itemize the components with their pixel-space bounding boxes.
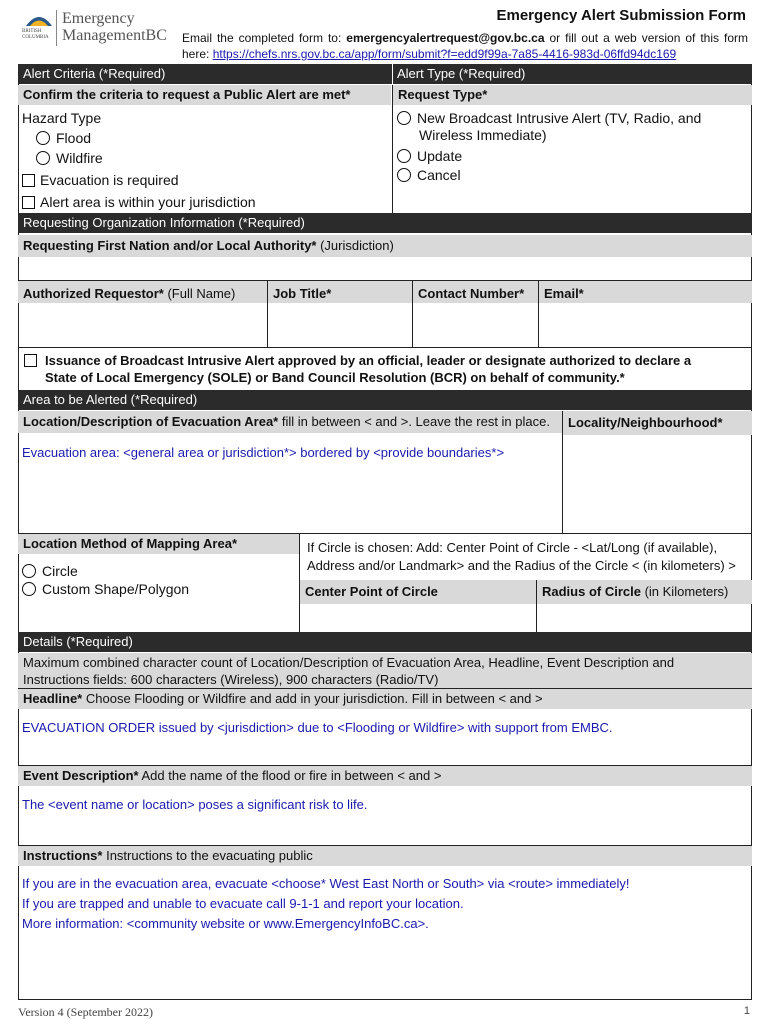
radio-icon[interactable] <box>397 168 411 182</box>
contact-number-label: Contact Number* <box>418 286 525 301</box>
instructions-prefix: Email the completed form to: <box>182 31 347 45</box>
hazard-type-label: Hazard Type <box>22 110 102 126</box>
logo-title-line2: ManagementBC <box>62 27 167 44</box>
location-label-row <box>18 411 562 433</box>
instructions-label-row <box>18 846 752 866</box>
circle-note <box>307 539 736 575</box>
checkbox-icon[interactable] <box>22 196 35 209</box>
mapping-option-polygon[interactable] <box>22 580 189 598</box>
form-title: Emergency Alert Submission Form <box>496 7 746 24</box>
submission-email-link[interactable]: emergencyalertrequest@gov.bc.ca <box>346 31 545 45</box>
header-instructions <box>182 30 748 62</box>
authorized-label-text: Authorized Requestor* <box>23 286 164 301</box>
event-label-row <box>18 766 752 786</box>
radio-icon[interactable] <box>36 131 50 145</box>
first-nation-label-row <box>18 235 752 257</box>
logo-title-line1: Emergency <box>62 10 135 27</box>
check-jurisdiction-label: Alert area is within your jurisdiction <box>40 194 256 210</box>
location-hint: fill in between < and >. Leave the rest in place. <box>278 414 550 429</box>
job-title-label: Job Title* <box>273 286 332 301</box>
circle-note-line1: If Circle is chosen: Add: Center Point of Circle - <Lat/Long (if available), <box>307 540 718 555</box>
center-point-label: Center Point of Circle <box>300 580 536 604</box>
max-line2: Instructions fields: 600 characters (Wireless), 900 characters (Radio/TV) <box>23 672 439 687</box>
approval-line1: Issuance of Broadcast Intrusive Alert approved by an official, leader or designate authorized to declare a <box>45 353 692 368</box>
version-label: Version 4 (September 2022) <box>18 1005 153 1019</box>
page-number: 1 <box>743 1005 750 1017</box>
details-heading: Details (*Required) <box>18 632 752 652</box>
hazard-option-flood[interactable] <box>36 129 91 147</box>
authorized-label <box>23 284 235 303</box>
request-option-update[interactable] <box>397 147 462 165</box>
request-option-cancel[interactable] <box>397 166 461 184</box>
request-type-subheading: Request Type* <box>393 85 752 105</box>
request-new-line2: Wireless Immediate) <box>419 127 547 143</box>
instructions-label: Instructions* <box>23 848 103 863</box>
logo-small-line2: COLUMBIA <box>22 35 49 40</box>
request-update-label: Update <box>417 148 463 164</box>
instructions-line2: If you are trapped and unable to evacuate call 9-1-1 and report your location. <box>22 896 464 911</box>
max-character-note <box>18 653 752 688</box>
radio-icon[interactable] <box>397 111 411 125</box>
authorized-suffix: (Full Name) <box>163 286 236 301</box>
alert-criteria-heading: Alert Criteria (*Required) <box>18 64 392 84</box>
alert-type-heading: Alert Type (*Required) <box>392 64 752 84</box>
check-evacuation[interactable] <box>22 171 179 189</box>
event-text[interactable]: The <event name or location> poses a significant risk to life. <box>22 797 368 812</box>
mapping-option-circle[interactable] <box>22 562 78 580</box>
event-label: Event Description* <box>23 768 139 783</box>
email-input[interactable] <box>539 303 752 347</box>
headline-hint: Choose Flooding or Wildfire and add in your jurisdiction. Fill in between < and > <box>82 691 543 706</box>
first-nation-label: Requesting First Nation and/or Local Authority* <box>23 238 317 253</box>
headline-text[interactable]: EVACUATION ORDER issued by <jurisdiction> due to <Flooding or Wildfire> with support from EMBC. <box>22 720 613 735</box>
center-point-input[interactable] <box>300 604 536 632</box>
approval-text <box>45 352 691 386</box>
request-new-line1: New Broadcast Intrusive Alert (TV, Radio, and <box>417 110 702 126</box>
locality-input[interactable] <box>563 435 752 533</box>
location-label: Location/Description of Evacuation Area* <box>23 414 279 429</box>
hazard-flood-label: Flood <box>56 130 92 146</box>
approval-checkbox[interactable] <box>24 354 37 367</box>
authorized-input[interactable] <box>18 303 267 347</box>
mapping-circle-label: Circle <box>42 563 78 579</box>
bc-sun-icon <box>24 10 54 28</box>
locality-label: Locality/Neighbourhood* <box>563 411 752 435</box>
radius-input[interactable] <box>537 604 752 632</box>
instructions-line3: More information: <community website or www.EmergencyInfoBC.ca>. <box>22 916 429 931</box>
hazard-option-wildfire[interactable] <box>36 149 103 167</box>
email-label: Email* <box>544 286 584 301</box>
criteria-subheading: Confirm the criteria to request a Public Alert are met* <box>18 85 391 105</box>
area-heading: Area to be Alerted (*Required) <box>18 390 752 410</box>
mapping-polygon-label: Custom Shape/Polygon <box>42 581 190 597</box>
instructions-line1: If you are in the evacuation area, evacuate <choose* West East North or South> via <route> immediately! <box>22 876 630 891</box>
radius-suffix: (in Kilometers) <box>640 584 729 599</box>
hazard-wildfire-label: Wildfire <box>56 150 103 166</box>
evacuation-area-text[interactable]: Evacuation area: <general area or jurisdiction*> bordered by <provide boundaries*> <box>22 445 505 460</box>
contact-number-input[interactable] <box>413 303 538 347</box>
headline-label-row <box>18 689 752 709</box>
radio-icon[interactable] <box>22 564 36 578</box>
radius-label-row <box>537 580 752 604</box>
logo-small-line1: BRITISH <box>22 29 42 34</box>
radio-icon[interactable] <box>22 582 36 596</box>
requesting-org-heading: Requesting Organization Information (*Required) <box>18 213 752 233</box>
check-jurisdiction[interactable] <box>22 193 256 211</box>
check-evacuation-label: Evacuation is required <box>40 172 179 188</box>
instructions-middle: or fill out a web version of this form here: <box>182 31 748 61</box>
instructions-text[interactable] <box>22 874 630 934</box>
request-option-new[interactable] <box>397 110 701 144</box>
first-nation-suffix: (Jurisdiction) <box>316 238 394 253</box>
headline-label: Headline* <box>23 691 83 706</box>
web-form-link[interactable]: https://chefs.nrs.gov.bc.ca/app/form/submit?f=edd9f99a-7a85-4416-983d-06ffd94dc169 <box>212 47 677 61</box>
circle-note-line2: Address and/or Landmark> and the Radius of the Circle < (in kilometers) > <box>307 558 736 573</box>
mapping-label: Location Method of Mapping Area* <box>18 534 299 554</box>
logo <box>20 10 170 50</box>
radio-icon[interactable] <box>397 149 411 163</box>
checkbox-icon[interactable] <box>22 174 35 187</box>
max-line1: Maximum combined character count of Location/Description of Evacuation Area, Headline, Event Description and <box>23 655 675 670</box>
radio-icon[interactable] <box>36 151 50 165</box>
request-cancel-label: Cancel <box>417 167 461 183</box>
radius-label: Radius of Circle <box>542 584 641 599</box>
job-title-input[interactable] <box>268 303 412 347</box>
instructions-hint: Instructions to the evacuating public <box>102 848 313 863</box>
event-hint: Add the name of the flood or fire in between < and > <box>138 768 442 783</box>
first-nation-input[interactable] <box>18 257 752 281</box>
approval-line2: State of Local Emergency (SOLE) or Band Council Resolution (BCR) on behalf of community.* <box>45 370 625 385</box>
